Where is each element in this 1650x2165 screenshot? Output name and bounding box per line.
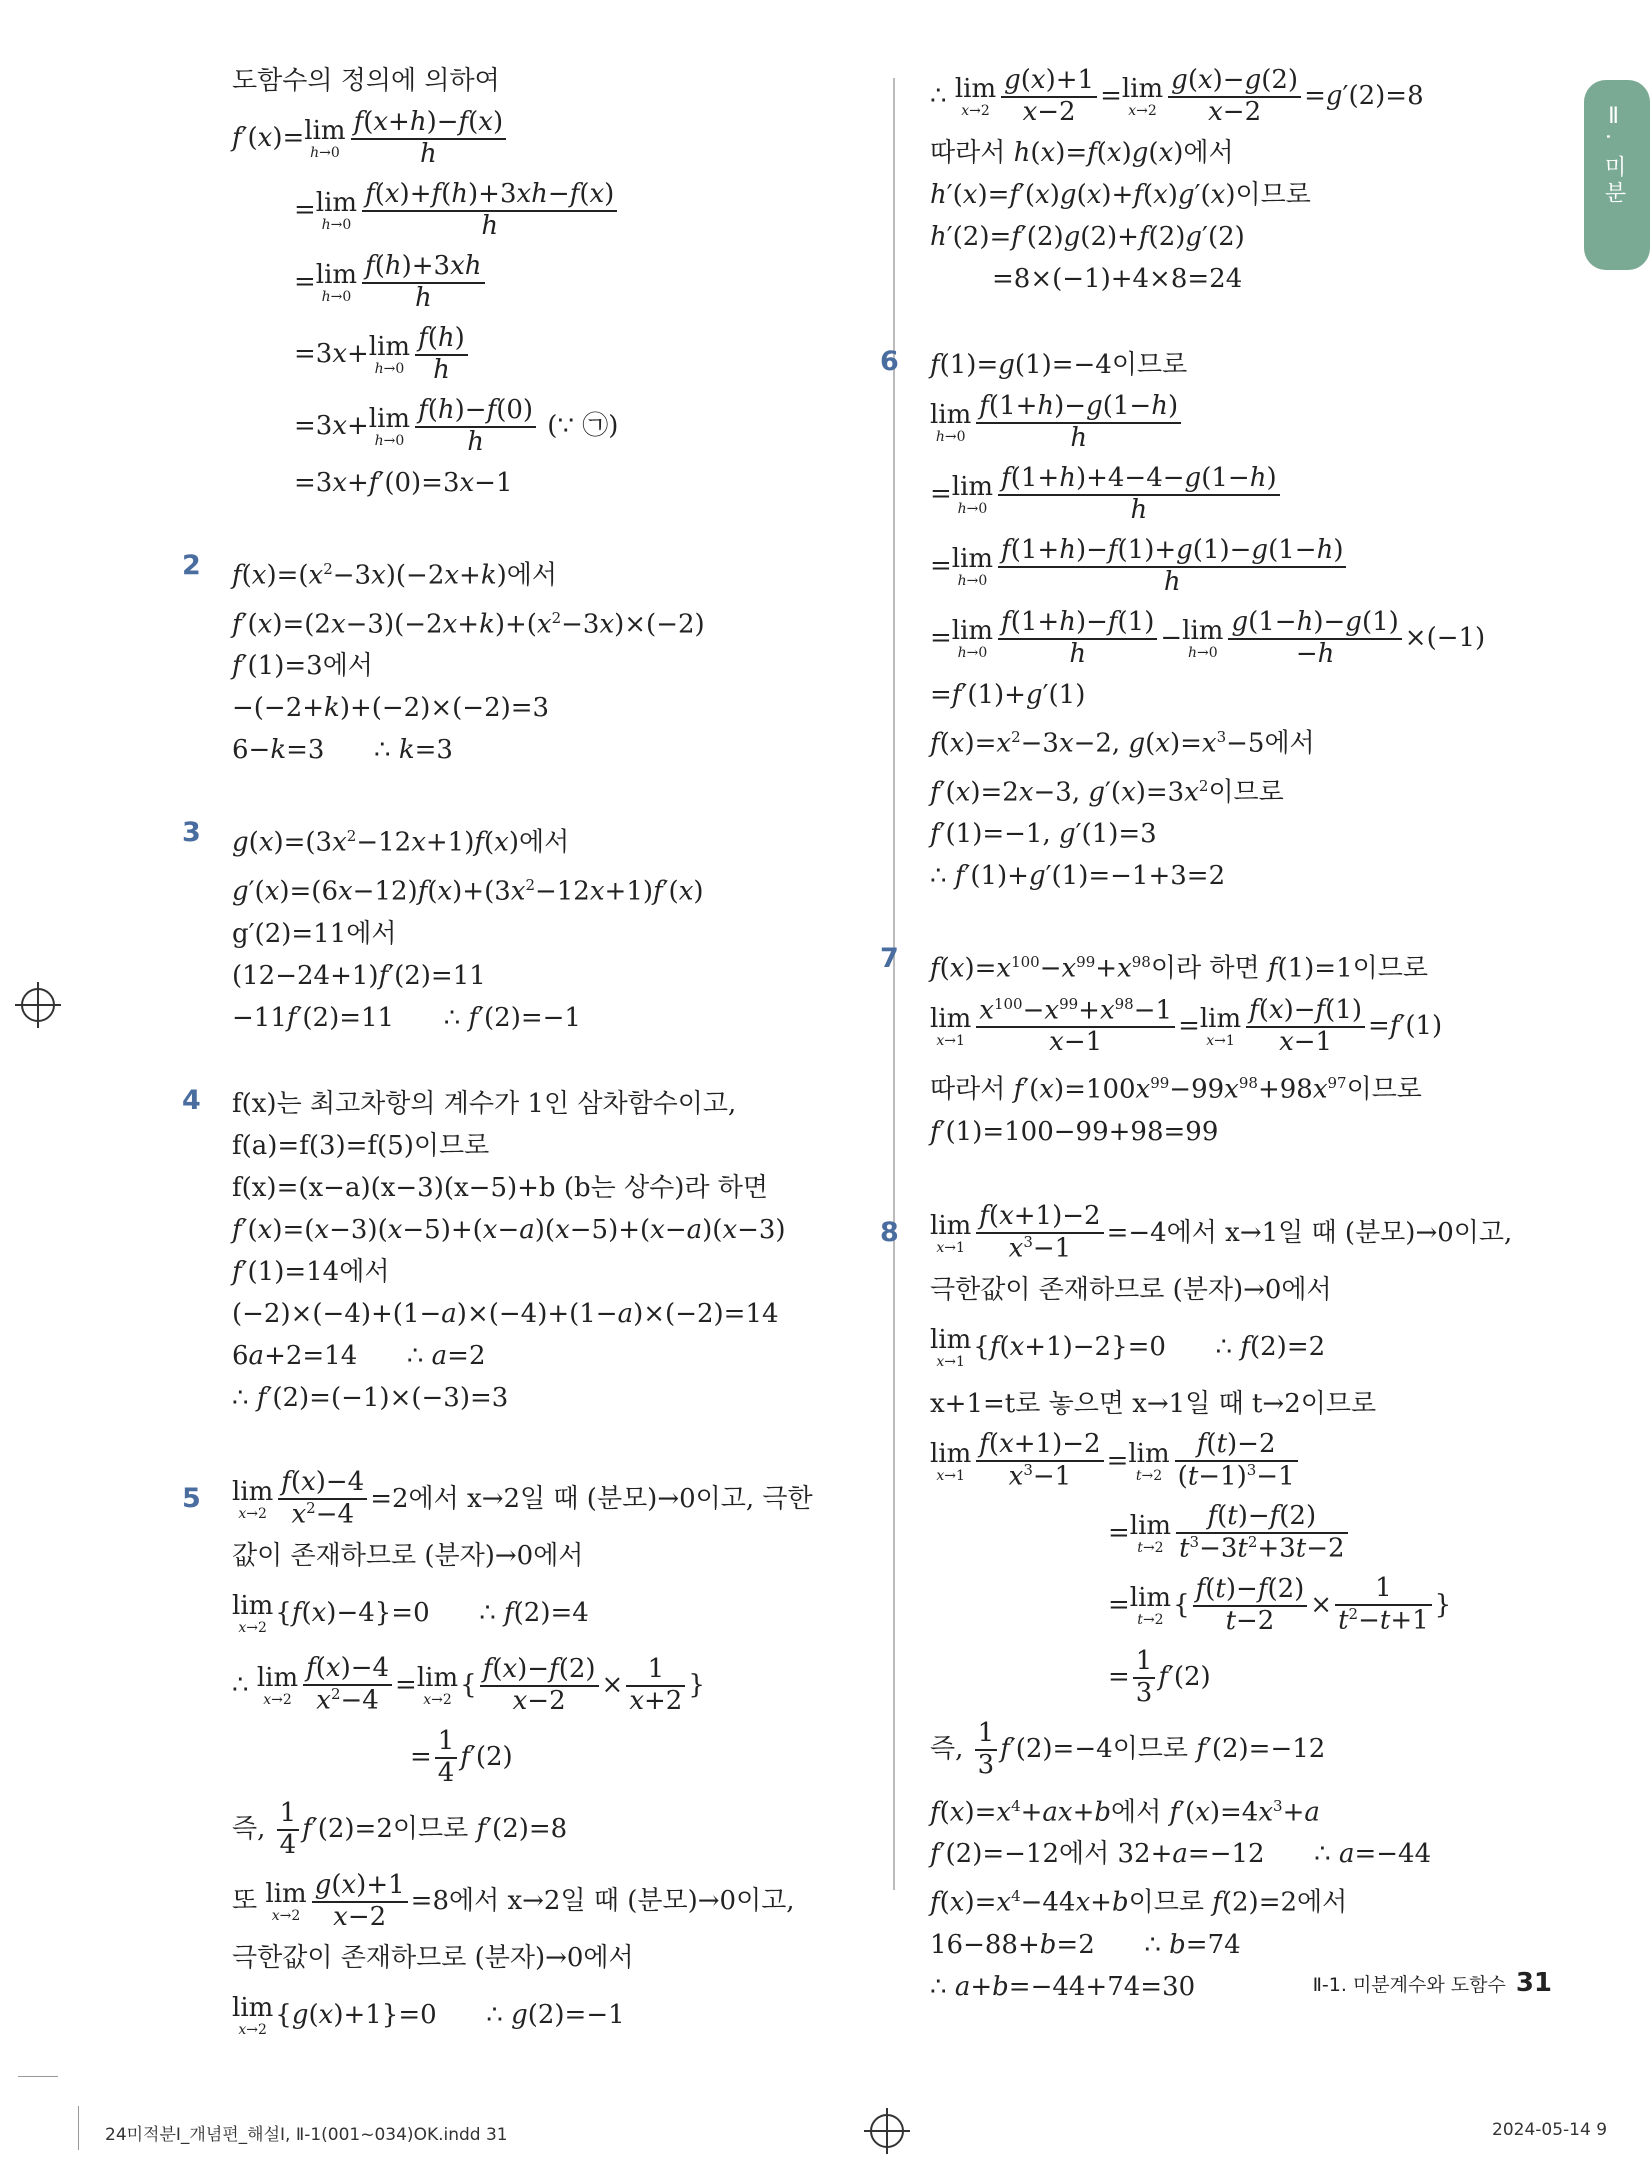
chapter-tab-label: Ⅱ. 미분 [1601, 104, 1626, 207]
solution-8-line: $f(x)=x^4+ax+b$에서 $f'(x)=4x^3+a$ [930, 1796, 1320, 1828]
solution-4-line: f′(x)=(x−3)(x−5)+(x−a)(x−5)+(x−a)(x−3) [232, 1214, 786, 1245]
solution-8 [880, 1197, 1570, 2008]
solution-8-line: 즉, $\frac{1}{3}$ f′(2)=−4이므로 f′(2)=−12 [930, 1717, 1326, 1780]
solution-8-line: 16−88+b=2 ∴ b=74 [930, 1929, 1241, 1960]
solution-5-line: 따라서 h(x)=f(x)g(x)에서 [930, 138, 1234, 168]
solution-6-line: $f(x)=x^2-3x-2$, $g(x)=x^3-5$에서 [930, 728, 1315, 759]
solution-5-line: =8×(−1)+4×8=24 [992, 264, 1243, 294]
solution-1-line: =3x+f′(0)=3x−1 [294, 468, 513, 498]
solution-5-line: ∴ lim x→2 $\frac{f(x)-4}{x^2-4}$ =lim x→2 { $\frac{f(x)-f(2)}{x-2}$ × $\frac{1}{x+2}$ } [232, 1653, 705, 1716]
solution-5-text: =2에서 x→2일 때 (분모)→0이고, 극한 [370, 1483, 813, 1514]
solution-1-line: =3x+lim h→0 $\frac{f(h)-f(0)}{h}$ (∵ ㉠) [294, 395, 619, 457]
solution-8-line: = $\frac{1}{3}$ f′(2) [1108, 1645, 1211, 1708]
solution-2-line: $f(x)=(x^2-3x)(-2x+k)$에서 [232, 560, 557, 591]
solution-6-line: =f′(1)+g′(1) [930, 680, 1086, 710]
problem-number: 7 [880, 943, 899, 975]
solution-7-line: $f(x)=x^{100}-x^{99}+x^{98}$이라 하면 f(1)=1이므로 [930, 953, 1428, 984]
solution-5 [182, 1463, 872, 2051]
solution-8-line: lim x→1 {f(x+1)−2}=0 ∴ f(2)=2 [930, 1324, 1326, 1370]
solution-3-line: $g(x)=(3x^2-12x+1)f(x)$에서 [232, 827, 570, 858]
solution-1-line: =3x+lim h→0 $\frac{f(h)}{h}$ [232, 318, 872, 390]
solution-8-line: lim x→1 $\frac{f(x+1)-2}{x^3-1}$ =lim t→2 $\frac{f(t)-2}{(t-1)^3-1}$ [930, 1425, 1570, 1497]
solution-4-line: ∴ f′(2)=(−1)×(−3)=3 [232, 1382, 509, 1413]
solution-8-line: 극한값이 존재하므로 (분자)→0에서 [930, 1274, 1332, 1305]
solution-7-line: lim x→1 $\frac{x^{100}-x^{99}+x^{98}-1}{x-1}$ =lim x→1 $\frac{f(x)-f(1)}{x-1}$ =f′(1) [930, 994, 1443, 1058]
solution-6-line: f′(1)=−1, g′(1)=3 [930, 819, 1157, 850]
solution-5-text: =8에서 x→2일 때 (분모)→0이고, [410, 1885, 795, 1916]
registration-mark-left [21, 988, 55, 1022]
problem-number: 4 [182, 1084, 201, 1116]
solution-2-line: 6−k=3 ∴ k=3 [232, 735, 453, 766]
solution-7-line: 따라서 $f'(x)=100x^{99}-99x^{98}+98x^{97}$이므로 [930, 1073, 1422, 1105]
solution-6 [880, 344, 1570, 897]
solution-6-line: =lim h→0 $\frac{f(1+h)-f(1)}{h}$ −lim h→0 $\frac{g(1-h)-g(1)}{-h}$ ×(−1) [930, 607, 1486, 669]
solution-2 [182, 548, 872, 771]
problem-number: 2 [182, 550, 201, 581]
solution-4-line: f(x)는 최고차항의 계수가 1인 삼차함수이고, [232, 1088, 737, 1119]
registration-mark-bottom [870, 2114, 904, 2148]
solution-5-line: 극한값이 존재하므로 (분자)→0에서 [232, 1942, 634, 1973]
solution-8-line: =lim t→2 { $\frac{f(t)-f(2)}{t-2}$ × $\frac{1}{t^2-t+1}$ } [1108, 1573, 1452, 1636]
solution-8-line: lim x→1 $\frac{f(x+1)-2}{x^3-1}$ =−4에서 x→1일 때 (분모)→0이고, [930, 1201, 1513, 1264]
solution-2-line: f′(1)=3에서 [232, 651, 373, 682]
solution-8-line: f′(2)=−12에서 32+a=−12 ∴ a=−44 [930, 1839, 1432, 1870]
solution-4-line: f(a)=f(3)=f(5)이므로 [232, 1130, 490, 1161]
problem-number: 6 [880, 346, 899, 377]
solution-5-line: = $\frac{1}{4}$ f′(2) [410, 1725, 513, 1788]
solution-5-line: lim x→2 $\frac{f(x)-4}{x^2-4}$ =2에서 x→2일 때 (분모)→0이고, 극한 [232, 1467, 813, 1530]
solution-5-line: h′(2)=f′(2)g(2)+f(2)g′(2) [930, 222, 1245, 252]
problem-number: 3 [182, 817, 201, 849]
left-column [182, 60, 872, 2095]
solution-5-line: 값이 존재하므로 (분자)→0에서 [232, 1540, 584, 1571]
solution-5-line: 또 lim x→2 $\frac{g(x)+1}{x-2}$ =8에서 x→2일 때 (분모)→0이고, [232, 1869, 795, 1932]
solution-1-line: f′(x)=lim h→0 $\frac{f(x+h)-f(x)}{h}$ [232, 102, 872, 174]
page-number: 31 [1515, 1968, 1552, 1998]
solution-4-line: f′(1)=14에서 [232, 1256, 390, 1287]
solution-6-line: f′(x)=2x−3, $g'(x)=3x^2$이므로 [930, 776, 1284, 808]
problem-number: 8 [880, 1216, 899, 1248]
solution-3-line: $g'(x)=(6x-12)f(x)+(3x^2-12x+1)f'(x)$ [232, 875, 704, 907]
solution-5-line: h′(x)=f′(x)g(x)+f(x)g′(x)이므로 [930, 180, 1311, 210]
solution-5-line: lim x→2 {g(x)+1}=0 ∴ g(2)=−1 [232, 1992, 625, 2038]
solution-8-line: $f(x)=x^4-44x+b$이므로 f(2)=2에서 [930, 1887, 1348, 1918]
problem-number: 5 [182, 1482, 201, 1514]
solution-8-line: =lim t→2 $\frac{f(t)-f(2)}{t^3-3t^2+3t-2}$ [930, 1497, 1570, 1569]
solution-4-line: f(x)=(x−a)(x−3)(x−5)+b (b는 상수)라 하면 [232, 1172, 768, 1203]
footer [1313, 1968, 1552, 1998]
solution-1-intro: 도함수의 정의에 의하여 [232, 66, 500, 96]
print-meta-date: 2024-05-14 9 [1492, 2120, 1608, 2140]
solution-6-line: f(1)=g(1)=−4이므로 [930, 350, 1188, 380]
print-meta-bar [78, 2106, 79, 2150]
footer-section: Ⅱ-1. 미분계수와 도함수 [1312, 1974, 1506, 1996]
solution-6-line: =lim h→0 $\frac{f(1+h)+4-4-g(1-h)}{h}$ [930, 458, 1570, 530]
solution-7 [880, 941, 1570, 1152]
solution-4-line: 6a+2=14 ∴ a=2 [232, 1340, 486, 1371]
solution-3-line: (12−24+1)f′(2)=11 [232, 960, 486, 991]
solution-5-continued [930, 60, 1570, 300]
solution-1 [232, 60, 872, 504]
print-meta-file: 24미적분Ⅰ_개념편_해설Ⅰ, Ⅱ-1(001~034)OK.indd 31 [105, 2125, 508, 2145]
solution-8-line: ∴ a+b=−44+74=30 [930, 1971, 1196, 2002]
solution-5-line: 즉, $\frac{1}{4}$ f′(2)=2이므로 f′(2)=8 [232, 1797, 568, 1860]
solution-2-line: $f'(x)=(2x-3)(-2x+k)+(x^2-3x)\times(-2)$ [232, 608, 705, 640]
right-column [880, 60, 1570, 2052]
solution-8-line: x+1=t로 놓으면 x→1일 때 t→2이므로 [930, 1388, 1377, 1419]
solution-3 [182, 815, 872, 1038]
solution-6-line: ∴ f′(1)+g′(1)=−1+3=2 [930, 861, 1226, 892]
solution-3-line: −11f′(2)=11 ∴ f′(2)=−1 [232, 1002, 581, 1033]
print-meta-divider [18, 2076, 58, 2077]
solution-2-line: −(−2+k)+(−2)×(−2)=3 [232, 693, 550, 724]
solution-4 [182, 1083, 872, 1419]
solution-8-text: =−4에서 x→1일 때 (분모)→0이고, [1106, 1217, 1513, 1248]
solution-6-line: =lim h→0 $\frac{f(1+h)-f(1)+g(1)-g(1-h)}{h}$ [930, 530, 1570, 602]
solution-7-line: f′(1)=100−99+98=99 [930, 1116, 1219, 1147]
solution-1-line: =lim h→0 $\frac{f(x)+f(h)+3xh-f(x)}{h}$ [232, 174, 872, 246]
solution-5-text: 또 [232, 1885, 258, 1916]
chapter-tab [1584, 80, 1650, 270]
solution-5-line: lim x→2 {f(x)−4}=0 ∴ f(2)=4 [232, 1590, 589, 1636]
solution-3-line: g′(2)=11에서 [232, 918, 397, 949]
solution-1-line: =lim h→0 $\frac{f(h)+3xh}{h}$ [232, 246, 872, 318]
solution-6-line: lim h→0 $\frac{f(1+h)-g(1-h)}{h}$ [930, 386, 1570, 458]
solution-4-line: (−2)×(−4)+(1−a)×(−4)+(1−a)×(−2)=14 [232, 1298, 779, 1329]
solution-5-line: ∴ lim x→2 $\frac{g(x)+1}{x-2}$ =lim x→2 $\frac{g(x)-g(2)}{x-2}$ =g′(2)=8 [930, 65, 1424, 127]
